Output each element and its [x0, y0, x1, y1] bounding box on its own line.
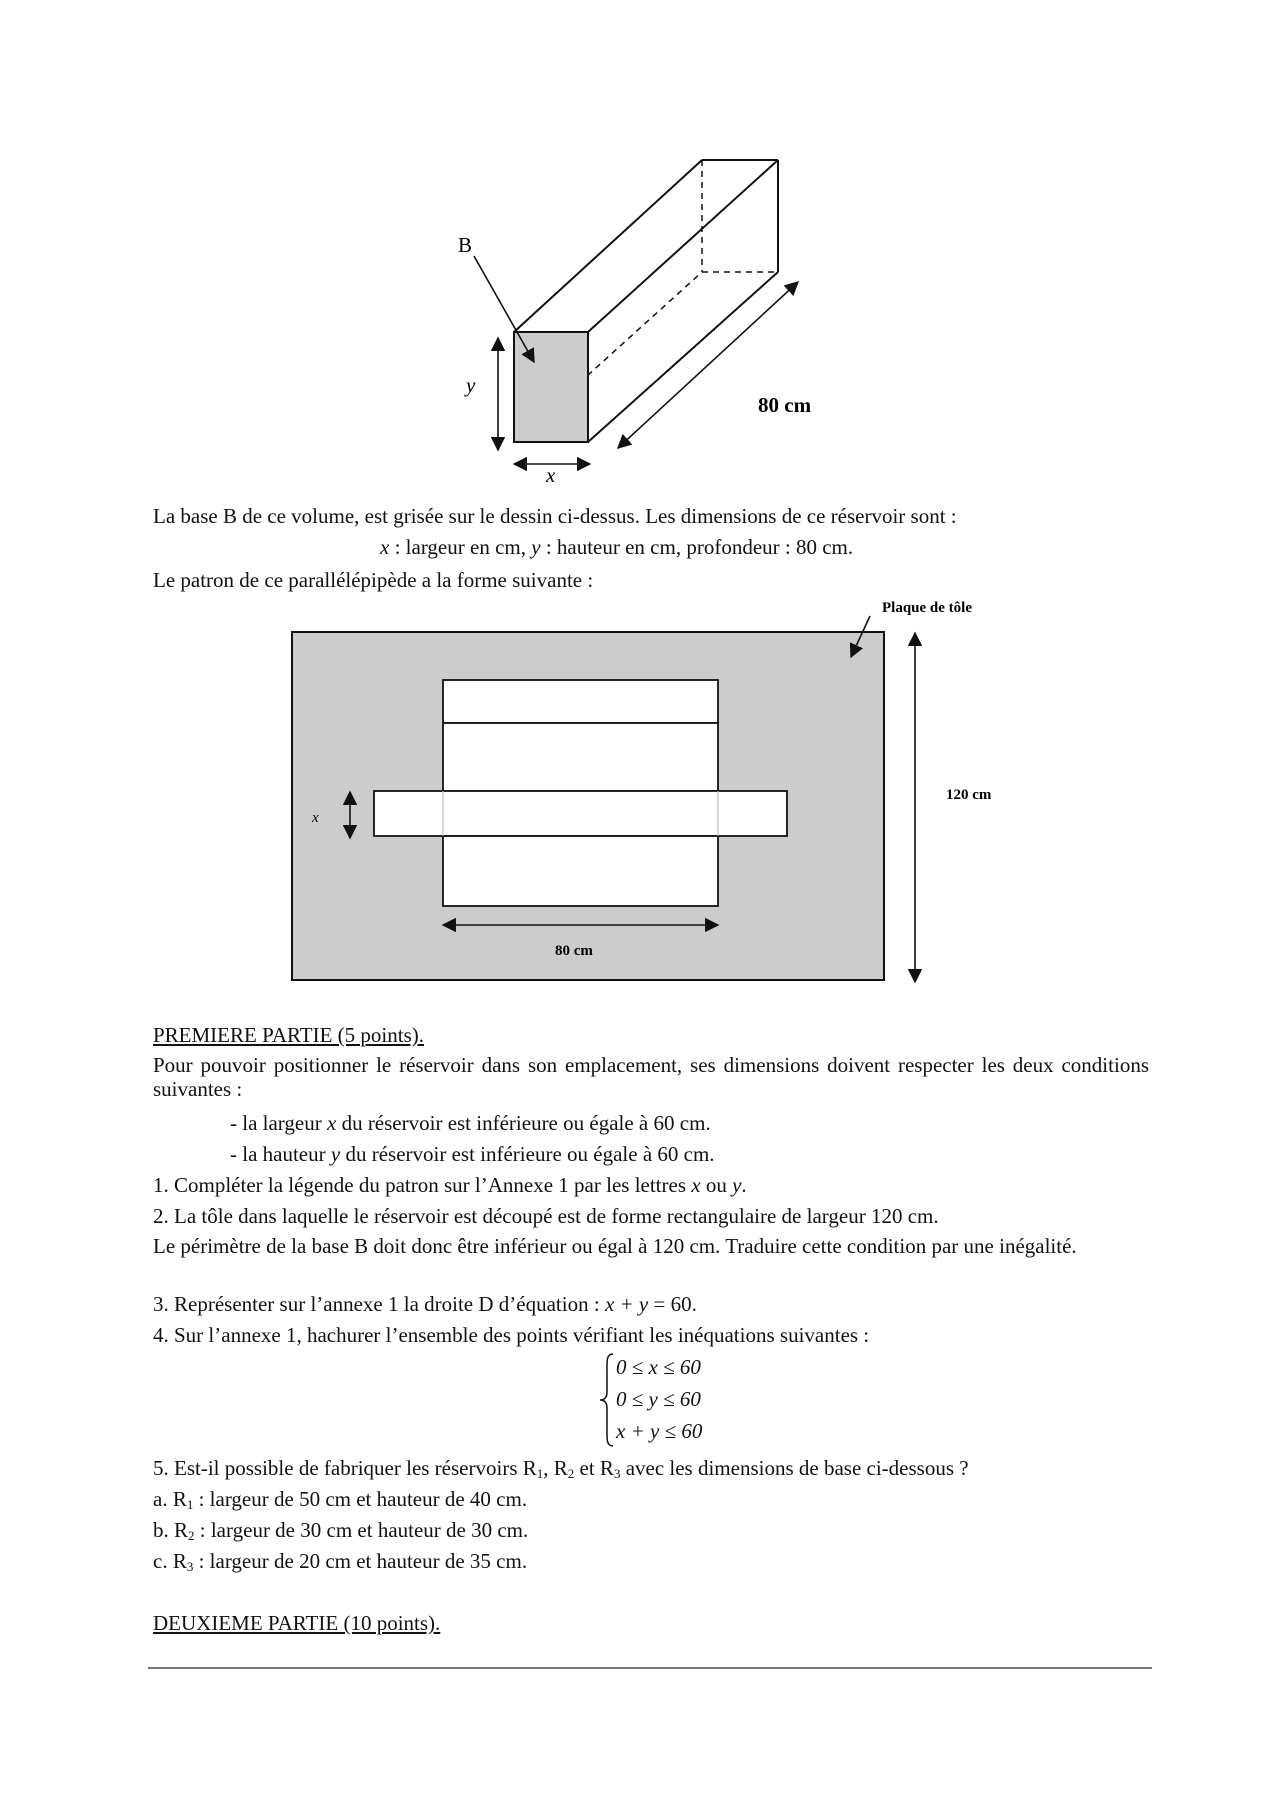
label-y: y	[466, 373, 476, 397]
question-5-post: avec les dimensions de base ci-dessous ?	[620, 1456, 969, 1480]
item-c-post: : largeur de 20 cm et hauteur de 35 cm.	[193, 1549, 528, 1573]
part1-paragraph-1: Pour pouvoir positionner le réservoir dans son emplacement, ses dimensions doivent respecter les deux conditions suivantes :	[153, 1053, 1149, 1101]
item-a-post: : largeur de 50 cm et hauteur de 40 cm.	[193, 1487, 528, 1511]
item-b-post: : largeur de 30 cm et hauteur de 30 cm.	[194, 1518, 529, 1542]
question-3-post: = 60.	[648, 1292, 697, 1316]
item-a-sub: 1	[186, 1497, 194, 1512]
question-1	[153, 1172, 747, 1198]
system-line-2: 0 ≤ y ≤ 60	[616, 1387, 701, 1411]
dims-x-var: x	[380, 535, 390, 559]
dims-x-text: : largeur en cm,	[389, 535, 532, 559]
condition-width-var: x	[326, 1111, 337, 1135]
item-b	[153, 1517, 528, 1549]
condition-width-pre: - la largeur	[230, 1111, 327, 1135]
condition-height-var: y	[330, 1142, 341, 1166]
net-figure	[0, 590, 1280, 990]
item-c	[153, 1548, 527, 1580]
question-5-sep-1: , R	[543, 1456, 568, 1480]
dims-y-text: : hauteur en cm, profondeur : 80 cm.	[540, 535, 854, 559]
part2-title: DEUXIEME PARTIE (10 points).	[153, 1611, 441, 1635]
item-b-pre: b. R	[153, 1518, 189, 1542]
question-5-pre: 5. Est-il possible de fabriquer les réservoirs R	[153, 1456, 537, 1480]
label-depth: 80 cm	[758, 393, 812, 417]
question-5-sub-3: 3	[613, 1466, 621, 1481]
system-line-3: x + y ≤ 60	[616, 1419, 703, 1443]
condition-height-pre: - la hauteur	[230, 1142, 331, 1166]
intro-dimensions-line	[380, 534, 853, 560]
item-c-pre: c. R	[153, 1549, 187, 1573]
question-5-sub-1: 1	[536, 1466, 544, 1481]
question-3-pre: 3. Représenter sur l’annexe 1 la droite D d’équation :	[153, 1292, 605, 1316]
item-a	[153, 1486, 527, 1518]
part1-paragraph-2: Le périmètre de la base B doit donc être inférieur ou égal à 120 cm. Traduire cette condition par une inégalité.	[153, 1234, 1077, 1258]
question-5-sub-2: 2	[567, 1466, 575, 1481]
question-3-eq: x + y	[604, 1292, 649, 1316]
item-c-sub: 3	[186, 1559, 194, 1574]
parallelepiped-figure	[0, 0, 1280, 500]
question-5	[153, 1455, 969, 1487]
label-b: B	[458, 233, 473, 257]
question-1-x: x	[691, 1173, 701, 1197]
intro-line-3: Le patron de ce parallélépipède a la forme suivante :	[153, 568, 594, 592]
system-brace	[598, 1352, 616, 1448]
part1-title: PREMIERE PARTIE (5 points).	[153, 1023, 424, 1047]
footer-divider	[148, 1667, 1152, 1669]
depth-dimension-arrow	[618, 282, 798, 448]
question-1-y: y	[732, 1173, 742, 1197]
label-height: 120 cm	[946, 787, 992, 803]
condition-width-post: du réservoir est inférieure ou égale à 60 cm.	[336, 1111, 711, 1135]
item-b-sub: 2	[188, 1528, 195, 1543]
b-pointer-arrow	[474, 256, 534, 362]
intro-line-1: La base B de ce volume, est grisée sur le dessin ci-dessus. Les dimensions de ce réservoir sont :	[153, 504, 957, 528]
question-3	[153, 1291, 697, 1317]
question-1-post: .	[741, 1173, 747, 1197]
condition-height-post: du réservoir est inférieure ou égale à 60 cm.	[340, 1142, 715, 1166]
question-5-sep-2: et R	[574, 1456, 614, 1480]
system-line-1: 0 ≤ x ≤ 60	[616, 1355, 701, 1379]
question-4: 4. Sur l’annexe 1, hachurer l’ensemble des points vérifiant les inéquations suivantes :	[153, 1323, 870, 1347]
question-2: 2. La tôle dans laquelle le réservoir est découpé est de forme rectangulaire de largeur 120 cm.	[153, 1204, 939, 1228]
label-x: x	[546, 463, 556, 487]
question-1-pre: 1. Compléter la légende du patron sur l’Annexe 1 par les lettres	[153, 1173, 692, 1197]
condition-height	[230, 1141, 715, 1167]
dims-y-var: y	[531, 535, 541, 559]
item-a-pre: a. R	[153, 1487, 187, 1511]
question-1-mid: ou	[700, 1173, 733, 1197]
inequality-system	[598, 1352, 718, 1448]
base-b	[514, 332, 588, 442]
label-plate: Plaque de tôle	[882, 600, 972, 616]
condition-width	[230, 1110, 711, 1136]
label-net-x: x	[312, 810, 319, 826]
label-width: 80 cm	[555, 943, 593, 959]
